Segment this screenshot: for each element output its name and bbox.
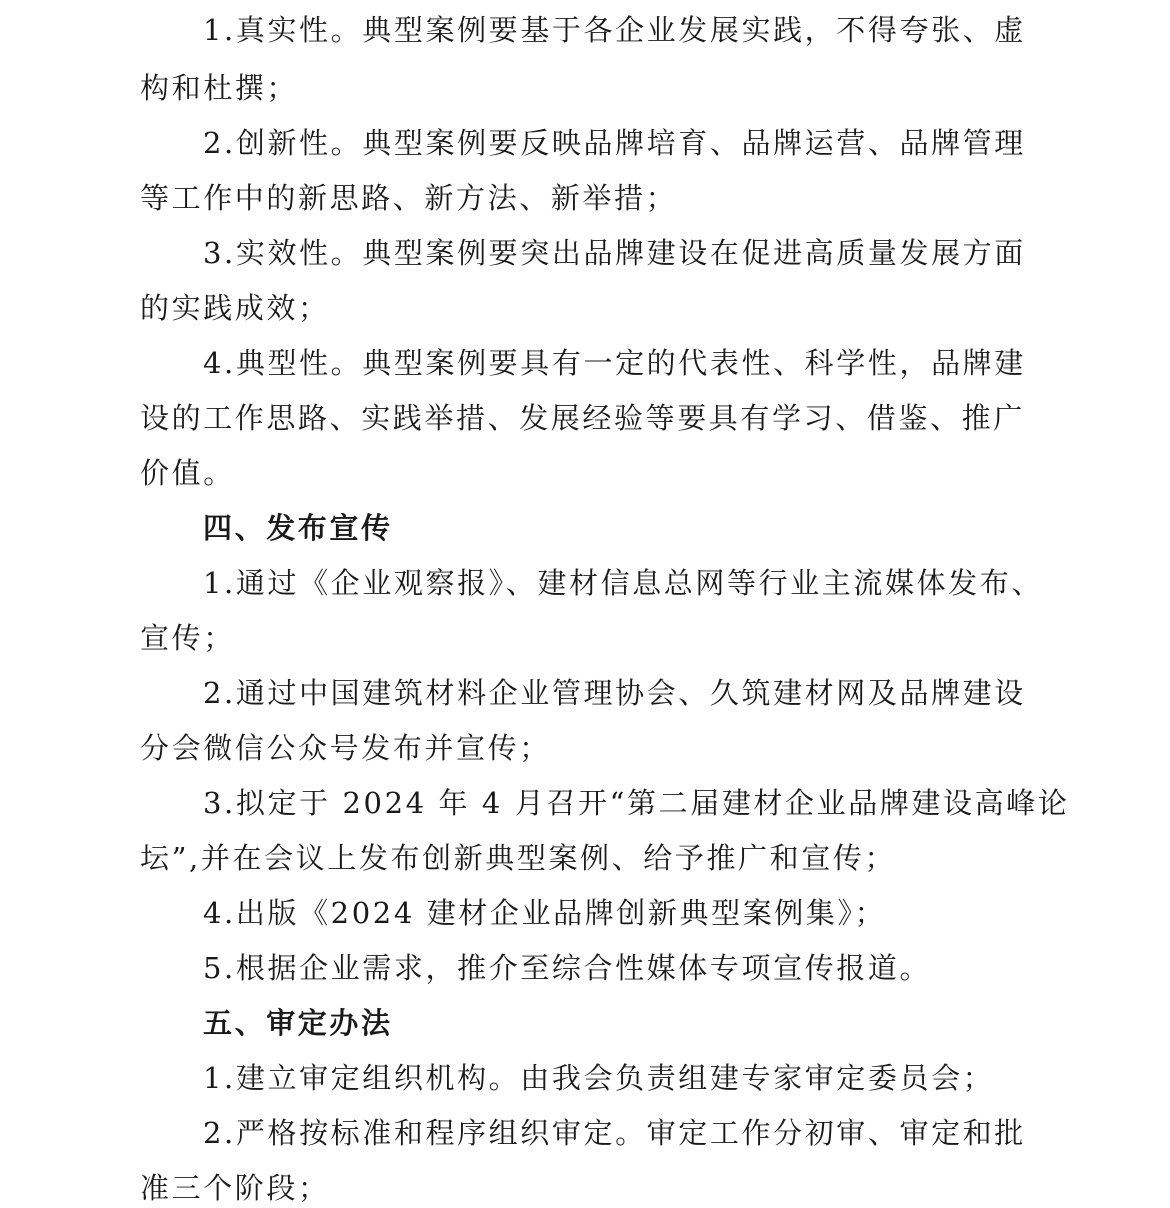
- section-heading-review: 五、审定办法: [203, 1006, 393, 1040]
- criterion-authenticity-cont: 构和杜撰；: [140, 71, 299, 105]
- criterion-typicality-cont-2: 价值。: [140, 456, 235, 490]
- publicity-item-2-cont: 分会微信公众号发布并宣传；: [140, 731, 551, 765]
- section-heading-publicity: 四、发布宣传: [203, 511, 393, 545]
- publicity-item-1: 1.通过《企业观察报》、建材信息总网等行业主流媒体发布、: [203, 566, 1043, 600]
- criterion-typicality-cont-1: 设的工作思路、实践举措、发展经验等要具有学习、借鉴、推广: [140, 401, 1025, 435]
- criterion-effectiveness-cont: 的实践成效；: [140, 291, 330, 325]
- publicity-item-3: 3.拟定于 2024 年 4 月召开“第二届建材企业品牌建设高峰论: [203, 786, 1070, 820]
- criterion-innovation-cont: 等工作中的新思路、新方法、新举措；: [140, 181, 678, 215]
- criterion-effectiveness: 3.实效性。典型案例要突出品牌建设在促进高质量发展方面: [203, 236, 1026, 270]
- publicity-item-5: 5.根据企业需求，推介至综合性媒体专项宣传报道。: [203, 951, 932, 985]
- publicity-item-2: 2.通过中国建筑材料企业管理协会、久筑建材网及品牌建设: [203, 676, 1026, 710]
- criterion-innovation: 2.创新性。典型案例要反映品牌培育、品牌运营、品牌管理: [203, 126, 1026, 160]
- publicity-item-1-cont: 宣传；: [140, 621, 235, 655]
- review-item-2: 2.严格按标准和程序组织审定。审定工作分初审、审定和批: [203, 1116, 1026, 1150]
- publicity-item-4: 4.出版《2024 建材企业品牌创新典型案例集》；: [203, 896, 887, 930]
- publicity-item-3-cont: 坛”,并在会议上发布创新典型案例、给予推广和宣传；: [140, 841, 897, 875]
- review-item-1: 1.建立审定组织机构。由我会负责组建专家审定委员会；: [203, 1061, 995, 1095]
- review-item-2-cont: 准三个阶段；: [140, 1171, 330, 1205]
- criterion-typicality: 4.典型性。典型案例要具有一定的代表性、科学性，品牌建: [203, 346, 1026, 380]
- criterion-authenticity: 1.真实性。典型案例要基于各企业发展实践，不得夸张、虚: [203, 13, 1026, 47]
